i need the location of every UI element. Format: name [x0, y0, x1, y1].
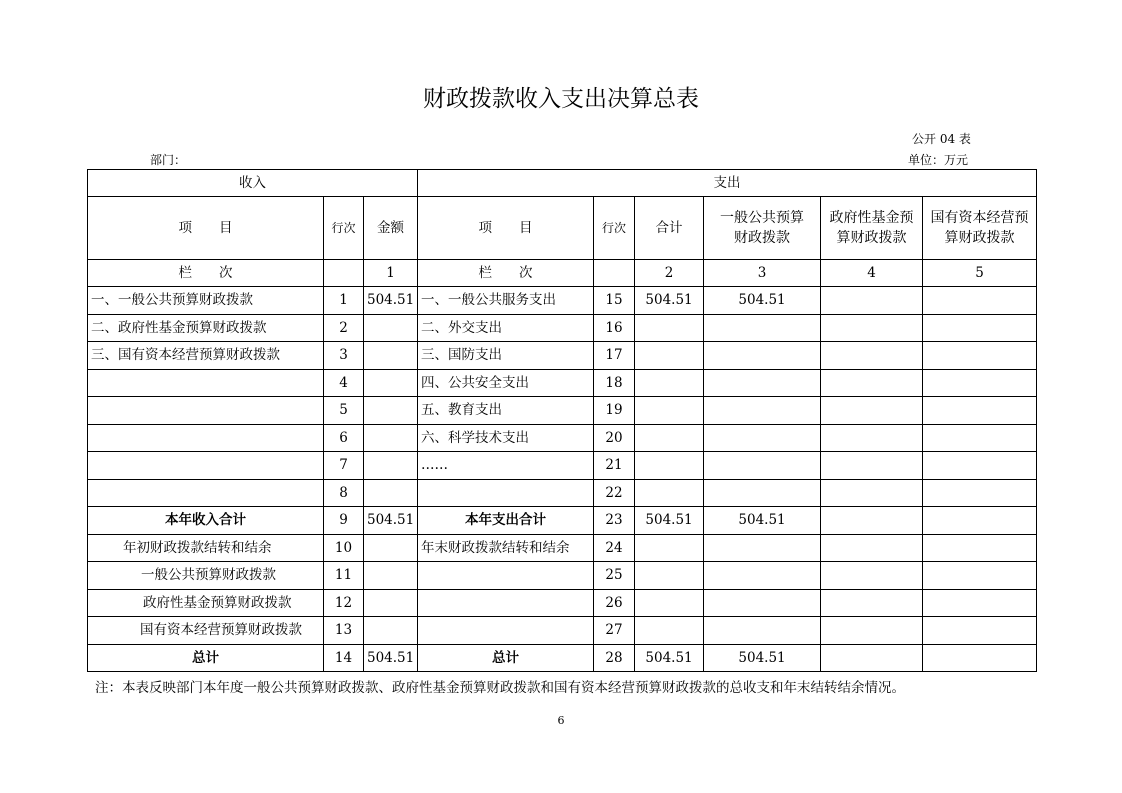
state-capital-amount: [923, 644, 1037, 672]
general-budget-amount: [704, 369, 821, 397]
general-budget-amount: 504.51: [704, 287, 821, 315]
income-line-no: 8: [324, 479, 364, 507]
expense-total: [635, 534, 704, 562]
income-item: 年初财政拨款结转和结余: [88, 534, 324, 562]
expense-total: [635, 314, 704, 342]
fund-budget-amount: [821, 369, 923, 397]
income-amount: [364, 534, 418, 562]
expense-total: [635, 562, 704, 590]
state-capital-amount: [923, 562, 1037, 590]
income-line-no: 13: [324, 617, 364, 645]
column-index-2: 2: [635, 260, 704, 287]
general-budget-header: 一般公共预算财政拨款: [704, 197, 821, 260]
column-index-3: 3: [704, 260, 821, 287]
expense-line-no: 21: [594, 452, 635, 480]
income-item: [88, 424, 324, 452]
department-label: 部门：: [150, 153, 187, 167]
income-amount: [364, 589, 418, 617]
table-row: [88, 397, 1037, 425]
state-capital-amount: [923, 287, 1037, 315]
income-amount: [364, 617, 418, 645]
fund-budget-amount: [821, 342, 923, 370]
general-budget-amount: 504.51: [704, 644, 821, 672]
general-budget-amount: [704, 562, 821, 590]
expense-line-no: 18: [594, 369, 635, 397]
expense-line-no: 15: [594, 287, 635, 315]
income-line-no: 3: [324, 342, 364, 370]
fund-budget-amount: [821, 314, 923, 342]
income-item: 一、一般公共预算财政拨款: [88, 287, 324, 315]
general-budget-amount: [704, 424, 821, 452]
income-item: [88, 479, 324, 507]
income-line-no: 12: [324, 589, 364, 617]
income-item: 三、国有资本经营预算财政拨款: [88, 342, 324, 370]
table-row: [88, 287, 1037, 315]
fund-budget-amount: [821, 452, 923, 480]
income-amount: 504.51: [364, 644, 418, 672]
expense-total: [635, 342, 704, 370]
expense-item: 本年支出合计: [418, 507, 594, 535]
table-row: [88, 424, 1037, 452]
page-number: 6: [557, 714, 565, 727]
income-amount-header: 金额: [364, 197, 418, 260]
general-budget-amount: [704, 342, 821, 370]
expense-total: [635, 617, 704, 645]
expense-item: 四、公共安全支出: [418, 369, 594, 397]
expense-item-header: 项 目: [418, 197, 594, 260]
expense-line-no: 28: [594, 644, 635, 672]
column-index-4: 4: [821, 260, 923, 287]
expense-line-no: 24: [594, 534, 635, 562]
table-row: [88, 369, 1037, 397]
income-line-no: 6: [324, 424, 364, 452]
expense-item: 五、教育支出: [418, 397, 594, 425]
fund-budget-amount: [821, 287, 923, 315]
income-line-no: 11: [324, 562, 364, 590]
income-amount: [364, 479, 418, 507]
fund-budget-amount: [821, 589, 923, 617]
table-row: [88, 342, 1037, 370]
state-capital-amount: [923, 452, 1037, 480]
expense-item: [418, 562, 594, 590]
state-capital-amount: [923, 589, 1037, 617]
expense-line-no: 20: [594, 424, 635, 452]
fund-budget-amount: [821, 562, 923, 590]
expense-section-header: 支出: [418, 170, 1037, 197]
document-title: 财政拨款收入支出决算总表: [423, 86, 699, 112]
table-row: [88, 644, 1037, 672]
general-budget-amount: 504.51: [704, 507, 821, 535]
expense-total: 504.51: [635, 507, 704, 535]
empty-cell: [594, 260, 635, 287]
income-item: [88, 397, 324, 425]
expense-line-no: 25: [594, 562, 635, 590]
expense-line-no: 22: [594, 479, 635, 507]
general-budget-amount: [704, 314, 821, 342]
footnote: 注：本表反映部门本年度一般公共预算财政拨款、政府性基金预算财政拨款和国有资本经营预算财政拨款的总收支和年末结转结余情况。: [95, 680, 905, 696]
expense-item: [418, 617, 594, 645]
income-line-no: 7: [324, 452, 364, 480]
state-capital-amount: [923, 397, 1037, 425]
income-item: 本年收入合计: [88, 507, 324, 535]
income-amount: 504.51: [364, 507, 418, 535]
income-line-no: 5: [324, 397, 364, 425]
fund-budget-amount: [821, 397, 923, 425]
income-amount: [364, 397, 418, 425]
expense-total: [635, 479, 704, 507]
fund-budget-header: 政府性基金预算财政拨款: [821, 197, 923, 260]
column-index-label-2: 栏 次: [418, 260, 594, 287]
table-row: [88, 617, 1037, 645]
income-amount: 504.51: [364, 287, 418, 315]
income-line-no: 2: [324, 314, 364, 342]
expense-line-no-header: 行次: [594, 197, 635, 260]
general-budget-amount: [704, 589, 821, 617]
table-row: [88, 507, 1037, 535]
state-capital-header: 国有资本经营预算财政拨款: [923, 197, 1037, 260]
state-capital-amount: [923, 369, 1037, 397]
general-budget-amount: [704, 617, 821, 645]
table-row: [88, 479, 1037, 507]
expense-item: [418, 479, 594, 507]
form-number: 公开 04 表: [912, 132, 971, 146]
budget-table: [87, 169, 1037, 672]
state-capital-amount: [923, 507, 1037, 535]
income-item: [88, 452, 324, 480]
income-line-no-header: 行次: [324, 197, 364, 260]
expense-item: ……: [418, 452, 594, 480]
expense-line-no: 19: [594, 397, 635, 425]
expense-item: 二、外交支出: [418, 314, 594, 342]
state-capital-amount: [923, 342, 1037, 370]
general-budget-amount: [704, 452, 821, 480]
income-section-header: 收入: [88, 170, 418, 197]
general-budget-amount: [704, 534, 821, 562]
expense-total: [635, 424, 704, 452]
empty-cell: [324, 260, 364, 287]
expense-total: 504.51: [635, 287, 704, 315]
expense-item: 年末财政拨款结转和结余: [418, 534, 594, 562]
table-row: [88, 452, 1037, 480]
expense-total-header: 合计: [635, 197, 704, 260]
general-budget-amount: [704, 397, 821, 425]
income-amount: [364, 452, 418, 480]
fund-budget-amount: [821, 507, 923, 535]
table-row: [88, 562, 1037, 590]
income-line-no: 4: [324, 369, 364, 397]
income-line-no: 14: [324, 644, 364, 672]
income-item: 一般公共预算财政拨款: [88, 562, 324, 590]
table-row: [88, 589, 1037, 617]
expense-line-no: 27: [594, 617, 635, 645]
income-item-header: 项 目: [88, 197, 324, 260]
state-capital-amount: [923, 314, 1037, 342]
income-amount: [364, 342, 418, 370]
income-line-no: 10: [324, 534, 364, 562]
column-index-1: 1: [364, 260, 418, 287]
expense-item: 一、一般公共服务支出: [418, 287, 594, 315]
state-capital-amount: [923, 534, 1037, 562]
expense-line-no: 26: [594, 589, 635, 617]
income-amount: [364, 562, 418, 590]
expense-item: 总计: [418, 644, 594, 672]
income-item: 国有资本经营预算财政拨款: [88, 617, 324, 645]
income-item: [88, 369, 324, 397]
table-row: [88, 314, 1037, 342]
income-line-no: 9: [324, 507, 364, 535]
income-line-no: 1: [324, 287, 364, 315]
table-row: [88, 534, 1037, 562]
income-amount: [364, 369, 418, 397]
fund-budget-amount: [821, 534, 923, 562]
unit-label: 单位：万元: [908, 153, 969, 167]
income-amount: [364, 424, 418, 452]
fund-budget-amount: [821, 644, 923, 672]
expense-item: [418, 589, 594, 617]
state-capital-amount: [923, 479, 1037, 507]
income-amount: [364, 314, 418, 342]
fund-budget-amount: [821, 424, 923, 452]
expense-line-no: 17: [594, 342, 635, 370]
general-budget-amount: [704, 479, 821, 507]
expense-item: 六、科学技术支出: [418, 424, 594, 452]
expense-total: [635, 589, 704, 617]
income-item: 政府性基金预算财政拨款: [88, 589, 324, 617]
income-item: 二、政府性基金预算财政拨款: [88, 314, 324, 342]
expense-total: 504.51: [635, 644, 704, 672]
expense-item: 三、国防支出: [418, 342, 594, 370]
expense-total: [635, 369, 704, 397]
column-index-label: 栏 次: [88, 260, 324, 287]
state-capital-amount: [923, 617, 1037, 645]
expense-line-no: 23: [594, 507, 635, 535]
income-item: 总计: [88, 644, 324, 672]
fund-budget-amount: [821, 479, 923, 507]
column-index-5: 5: [923, 260, 1037, 287]
expense-total: [635, 452, 704, 480]
fund-budget-amount: [821, 617, 923, 645]
expense-line-no: 16: [594, 314, 635, 342]
expense-total: [635, 397, 704, 425]
state-capital-amount: [923, 424, 1037, 452]
